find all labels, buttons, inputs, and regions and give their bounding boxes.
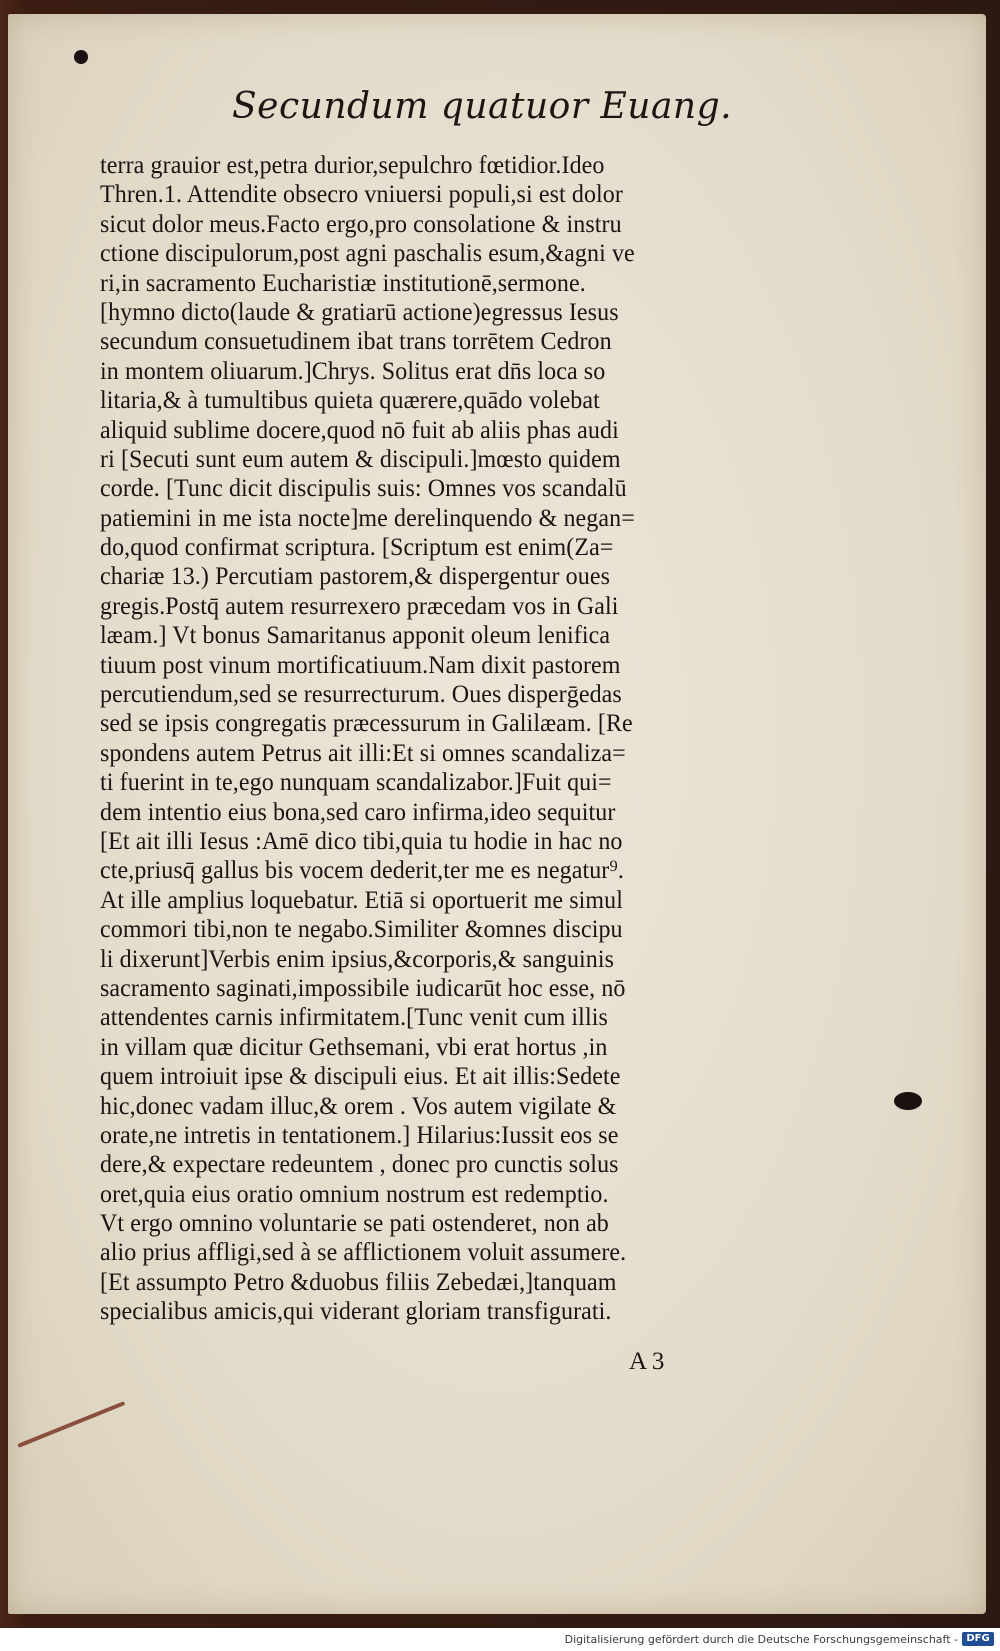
text-line: corde. [Tunc dicit discipulis suis: Omnes vos scandalū xyxy=(100,473,627,503)
text-line: tiuum post vinum mortificatiuum.Nam dixit pastorem xyxy=(100,649,621,679)
text-line: hic,donec vadam illuc,& orem . Vos autem vigilate & xyxy=(100,1090,617,1120)
text-line: oret,quia eius oratio omnium nostrum est redemptio. xyxy=(100,1178,609,1208)
text-line: attendentes carnis infirmitatem.[Tunc venit cum illis xyxy=(100,1002,608,1032)
text-line: specialibus amicis,qui viderant gloriam transfigurati. xyxy=(100,1296,612,1326)
text-line: læam.] Vt bonus Samaritanus apponit oleum lenifica xyxy=(100,620,611,650)
text-line: in villam quæ dicitur Gethsemani, vbi erat hortus ,in xyxy=(100,1031,608,1061)
text-line: li dixerunt]Verbis enim ipsius,&corporis,& sanguinis xyxy=(100,943,615,973)
text-line: sed se ipsis congregatis præcessurum in Galilæam. [Re xyxy=(100,708,633,738)
text-line: percutiendum,sed se resurrecturum. Oues disperḡedas xyxy=(100,679,622,709)
text-line: Thren.1. Attendite obsecro vniuersi populi,si est dolor xyxy=(100,179,623,209)
text-line: orate,ne intretis in tentationem.] Hilarius:Iussit eos se xyxy=(100,1119,619,1149)
text-line: gregis.Postq̄ autem resurrexero præcedam vos in Gali xyxy=(100,590,619,620)
text-line: [hymno dicto(laude & gratiarū actione)egressus Iesus xyxy=(100,296,619,326)
text-line: spondens autem Petrus ait illi:Et si omnes scandaliza= xyxy=(100,737,626,767)
stain-mark xyxy=(17,1401,125,1448)
footer-credit: Digitalisierung gefördert durch die Deutsche Forschungsgemeinschaft - xyxy=(564,1633,958,1646)
text-line: terra grauior est,petra durior,sepulchro fœtidior.Ideo xyxy=(100,150,605,179)
text-line: sacramento saginati,impossibile iudicarūt hoc esse, nō xyxy=(100,972,626,1002)
text-line: [Et assumpto Petro &duobus filiis Zebedæi,]tanquam xyxy=(100,1266,617,1296)
text-line: cte,priusq̄ gallus bis vocem dederit,ter me es negatur⁹. xyxy=(100,855,624,885)
text-line: At ille amplius loquebatur. Etiā si oportuerit me simul xyxy=(100,884,624,914)
text-line: in montem oliuarum.]Chrys. Solitus erat dn̄s loca so xyxy=(100,355,606,385)
text-line: [Et ait illi Iesus :Amē dico tibi,quia tu hodie in hac no xyxy=(100,825,623,855)
running-head: Secundum quatuor Euang. xyxy=(232,86,733,127)
text-line: alio prius affligi,sed à se afflictionem voluit assumere. xyxy=(100,1237,627,1267)
text-line: sicut dolor meus.Facto ergo,pro consolatione & instru xyxy=(100,208,622,238)
text-line: ctione discipulorum,post agni paschalis esum,&agni ve xyxy=(100,238,635,268)
text-line: ri [Secuti sunt eum autem & discipuli.]mœsto quidem xyxy=(100,443,621,473)
text-line: ri,in sacramento Eucharistiæ institutionē,sermone. xyxy=(100,267,586,297)
dfg-logo: DFG xyxy=(962,1632,994,1646)
text-line: secundum consuetudinem ibat trans torrētem Cedron xyxy=(100,326,612,356)
text-line: dem intentio eius bona,sed caro infirma,ideo sequitur xyxy=(100,796,616,826)
text-line: quem introiuit ipse & discipuli eius. Et ait illis:Sedete xyxy=(100,1061,621,1091)
text-line: commori tibi,non te negabo.Similiter &omnes discipu xyxy=(100,914,623,944)
signature-mark: A 3 xyxy=(629,1348,665,1375)
text-line: chariæ 13.) Percutiam pastorem,& dispergentur oues xyxy=(100,561,611,591)
ink-spot xyxy=(74,50,88,64)
text-line: dere,& expectare redeuntem , donec pro cunctis solus xyxy=(100,1149,619,1179)
text-line: aliquid sublime docere,quod nō fuit ab aliis phas audi xyxy=(100,414,619,444)
text-line: ti fuerint in te,ego nunquam scandalizabor.]Fuit qui= xyxy=(100,767,612,797)
body-text xyxy=(100,150,780,1326)
text-line: Vt ergo omnino voluntarie se pati ostenderet, non ab xyxy=(100,1208,609,1238)
text-line: litaria,& à tumultibus quieta quærere,quādo volebat xyxy=(100,385,600,415)
ink-spot xyxy=(894,1092,922,1110)
text-line: do,quod confirmat scriptura. [Scriptum est enim(Za= xyxy=(100,532,614,562)
text-line: patiemini in me ista nocte]me derelinquendo & negan= xyxy=(100,502,635,532)
